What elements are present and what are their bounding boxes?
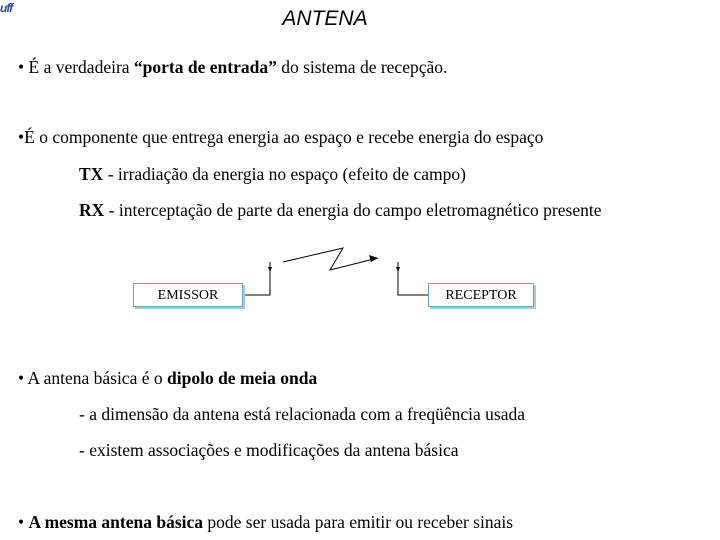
sub-dimensao: - a dimensão da antena está relacionada com a freqüência usada (79, 404, 526, 424)
rx-label: RX (79, 200, 105, 220)
emitter-wire (242, 262, 270, 295)
bullet-dipolo (18, 367, 317, 389)
page-title: ANTENA (282, 7, 368, 30)
tx-text: - irradiação da energia no espaço (efeito de campo) (103, 164, 466, 184)
bullet-componente: •É o componente que entrega energia ao espaço e recebe energia do espaço (18, 127, 544, 147)
bullet-mesma-antena (18, 511, 513, 533)
receiver-wire (398, 262, 428, 295)
bullet4-emphasis: A mesma antena básica (28, 512, 204, 532)
receiver-box: RECEPTOR (428, 283, 534, 307)
radio-wave-zigzag (283, 248, 378, 270)
bullet4-bullet: • (18, 512, 29, 532)
emitter-box: EMISSOR (133, 283, 243, 307)
bullet3-prefix: • A antena básica é o (18, 368, 167, 388)
sub-associacoes: - existem associações e modificações da antena básica (79, 440, 459, 460)
bullet1-prefix: • É a verdadeira (18, 57, 134, 77)
rx-text: - interceptação de parte da energia do campo eletromagnético presente (104, 200, 602, 220)
radio-wave-arrowhead (369, 255, 378, 262)
uff-logo: uff (0, 1, 13, 15)
receiver-antenna-arrow (396, 267, 400, 272)
bullet3-emphasis: dipolo de meia onda (167, 368, 318, 388)
bullet4-suffix: pode ser usada para emitir ou receber sinais (203, 512, 514, 532)
bullet1-emphasis: “porta de entrada” (133, 57, 277, 77)
emitter-antenna-arrow (268, 267, 272, 272)
tx-label: TX (79, 164, 104, 184)
bullet1-suffix: do sistema de recepção. (276, 57, 448, 77)
